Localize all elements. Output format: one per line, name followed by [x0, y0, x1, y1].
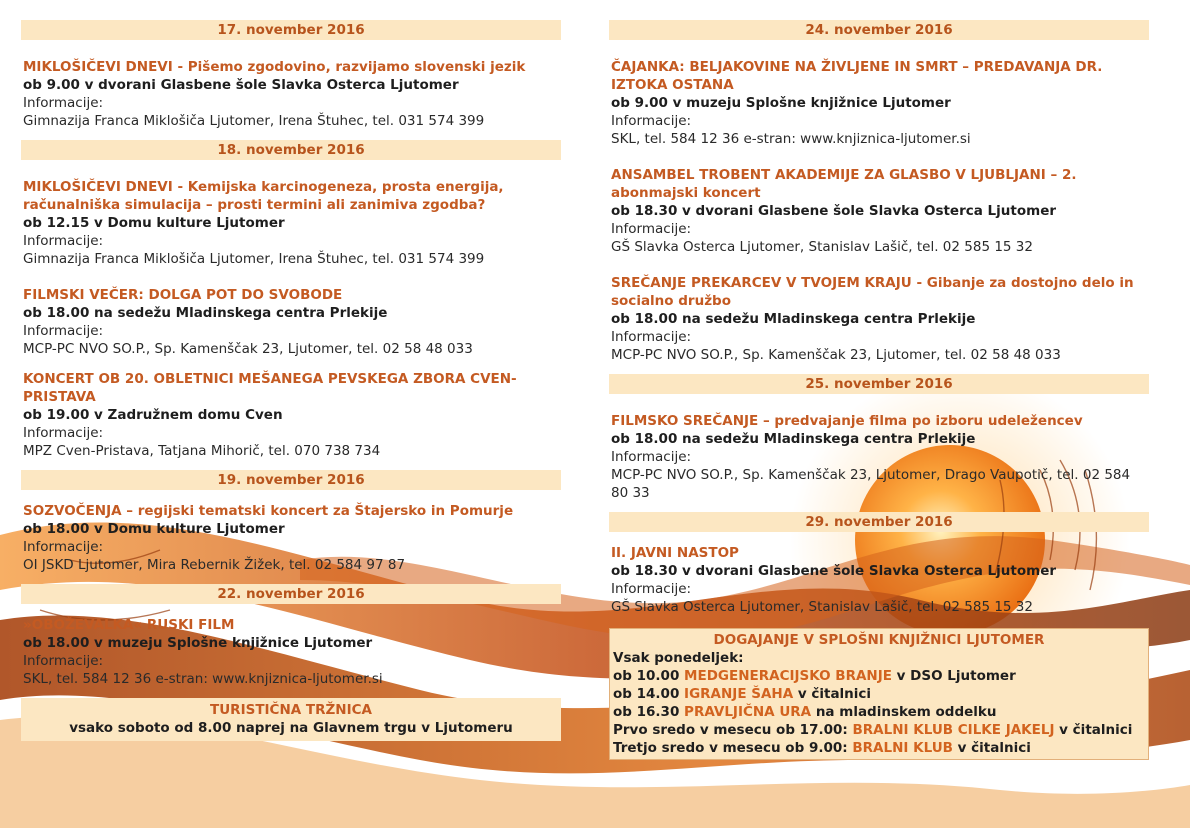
- event: [21, 490, 561, 574]
- left-column: [21, 20, 561, 741]
- event: [21, 268, 561, 358]
- event-title: MIKLOŠIČEVI DNEVI - Pišemo zgodovino, razvijamo slovenski jezik: [23, 59, 526, 75]
- info-label: Informacije:: [611, 113, 692, 129]
- event-title: SOZVOČENJA – regijski tematski koncert za Štajersko in Pomurje: [23, 503, 514, 519]
- info-label: Informacije:: [23, 95, 104, 111]
- date-header: 17. november 2016: [21, 20, 561, 40]
- market-text: vsako soboto od 8.00 naprej na Glavnem trgu v Ljutomeru: [69, 720, 513, 736]
- info-contact: MCP-PC NVO SO.P., Sp. Kamenščak 23, Ljutomer, tel. 02 58 48 033: [23, 341, 473, 357]
- info-label: Informacije:: [23, 425, 104, 441]
- info-label: Informacije:: [611, 581, 692, 597]
- date-header: 29. november 2016: [609, 512, 1149, 532]
- event-title: II. JAVNI NASTOP: [611, 545, 739, 561]
- library-item-event: IGRANJE ŠAHA: [684, 686, 794, 702]
- info-label: Informacije:: [23, 323, 104, 339]
- info-label: Informacije:: [23, 653, 104, 669]
- library-item-event: BRALNI KLUB CILKE JAKELJ: [852, 722, 1055, 738]
- library-item-event: PRAVLJIČNA URA: [684, 704, 812, 720]
- event-time-place: ob 19.00 v Zadružnem domu Cven: [23, 407, 283, 423]
- event-time-place: ob 18.30 v dvorani Glasbene šole Slavka Osterca Ljutomer: [611, 203, 1057, 219]
- event-title: SREČANJE PREKARCEV V TVOJEM KRAJU - Gibanje za dostojno delo in socialno družbo: [611, 275, 1134, 309]
- event: [609, 40, 1149, 148]
- info-contact: MCP-PC NVO SO.P., Sp. Kamenščak 23, Ljutomer, Drago Vaupotič, tel. 02 584 80 33: [611, 467, 1131, 501]
- library-item-time: Prvo sredo v mesecu ob 17.00:: [613, 722, 853, 738]
- event-title: FILMSKI VEČER: DOLGA POT DO SVOBODE: [23, 287, 343, 303]
- library-item: [613, 739, 1145, 757]
- event: [21, 358, 561, 460]
- date-header: 19. november 2016: [21, 470, 561, 490]
- library-item-event: BRALNI KLUB: [852, 740, 953, 756]
- library-item-place: v čitalnici: [952, 740, 1031, 756]
- event-time-place: ob 18.00 na sedežu Mladinskega centra Prlekije: [23, 305, 388, 321]
- event: [21, 604, 561, 688]
- info-label: Informacije:: [23, 539, 104, 555]
- event-time-place: ob 9.00 v dvorani Glasbene šole Slavka Osterca Ljutomer: [23, 77, 459, 93]
- event-title: KONCERT OB 20. OBLETNICI MEŠANEGA PEVSKEGA ZBORA CVEN-PRISTAVA: [23, 371, 517, 405]
- market-title: TURISTIČNA TRŽNICA: [210, 702, 372, 718]
- info-label: Informacije:: [611, 449, 692, 465]
- event-title: MIKLOŠIČEVI DNEVI - Kemijska karcinogeneza, prosta energija, računalniška simulacija – prosti termini ali zanimiva zgodba?: [23, 179, 504, 213]
- info-contact: OI JSKD Ljutomer, Mira Rebernik Žižek, tel. 02 584 97 87: [23, 557, 406, 573]
- info-contact: MCP-PC NVO SO.P., Sp. Kamenščak 23, Ljutomer, tel. 02 58 48 033: [611, 347, 1061, 363]
- event-title: »OBOŽEVALKA« RUSKI FILM: [23, 617, 235, 633]
- date-header: 25. november 2016: [609, 374, 1149, 394]
- info-contact: GŠ Slavka Osterca Ljutomer, Stanislav Lašič, tel. 02 585 15 32: [611, 599, 1033, 615]
- event-time-place: ob 9.00 v muzeju Splošne knjižnice Ljutomer: [611, 95, 951, 111]
- date-header: 24. november 2016: [609, 20, 1149, 40]
- event-time-place: ob 18.00 v Domu kulture Ljutomer: [23, 521, 285, 537]
- event-time-place: ob 18.00 v muzeju Splošne knjižnice Ljutomer: [23, 635, 373, 651]
- library-item-place: v DSO Ljutomer: [891, 668, 1016, 684]
- event: [21, 160, 561, 268]
- library-item-time: Tretjo sredo v mesecu ob 9.00:: [613, 740, 853, 756]
- info-contact: MPZ Cven-Pristava, Tatjana Mihorič, tel. 070 738 734: [23, 443, 381, 459]
- library-item-place: v čitalnici: [793, 686, 872, 702]
- library-item: [613, 703, 1145, 721]
- event-title: FILMSKO SREČANJE – predvajanje filma po izboru udeležencev: [611, 413, 1083, 429]
- event: [609, 532, 1149, 616]
- event-title: ČAJANKA: BELJAKOVINE NA ŽIVLJENE IN SMRT – PREDAVANJA DR. IZTOKA OSTANA: [611, 59, 1103, 93]
- event: [21, 40, 561, 130]
- date-header: 22. november 2016: [21, 584, 561, 604]
- library-item-time: ob 10.00: [613, 668, 685, 684]
- info-contact: SKL, tel. 584 12 36 e-stran: www.knjiznica-ljutomer.si: [611, 131, 971, 147]
- library-item-time: ob 16.30: [613, 704, 685, 720]
- library-item: [613, 721, 1145, 739]
- library-item-place: v čitalnici: [1054, 722, 1133, 738]
- library-box: [609, 628, 1149, 760]
- event-time-place: ob 12.15 v Domu kulture Ljutomer: [23, 215, 285, 231]
- event-title: ANSAMBEL TROBENT AKADEMIJE ZA GLASBO V LJUBLJANI – 2. abonmajski koncert: [611, 167, 1077, 201]
- library-item-time: ob 14.00: [613, 686, 685, 702]
- info-contact: SKL, tel. 584 12 36 e-stran: www.knjiznica-ljutomer.si: [23, 671, 383, 687]
- event: [609, 148, 1149, 256]
- info-contact: Gimnazija Franca Miklošiča Ljutomer, Irena Štuhec, tel. 031 574 399: [23, 113, 485, 129]
- event-time-place: ob 18.00 na sedežu Mladinskega centra Prlekije: [611, 431, 976, 447]
- library-item-place: na mladinskem oddelku: [811, 704, 997, 720]
- library-intro: Vsak ponedeljek:: [613, 650, 744, 666]
- info-label: Informacije:: [611, 221, 692, 237]
- date-header: 18. november 2016: [21, 140, 561, 160]
- info-contact: Gimnazija Franca Miklošiča Ljutomer, Irena Štuhec, tel. 031 574 399: [23, 251, 485, 267]
- library-title: DOGAJANJE V SPLOŠNI KNJIŽNICI LJUTOMER: [713, 632, 1045, 648]
- right-column: [609, 20, 1149, 760]
- market-box: [21, 698, 561, 741]
- event: [609, 394, 1149, 502]
- library-item: [613, 667, 1145, 685]
- library-item-event: MEDGENERACIJSKO BRANJE: [684, 668, 892, 684]
- info-contact: GŠ Slavka Osterca Ljutomer, Stanislav Lašič, tel. 02 585 15 32: [611, 239, 1033, 255]
- info-label: Informacije:: [23, 233, 104, 249]
- info-label: Informacije:: [611, 329, 692, 345]
- library-item: [613, 685, 1145, 703]
- event-time-place: ob 18.00 na sedežu Mladinskega centra Prlekije: [611, 311, 976, 327]
- event: [609, 256, 1149, 364]
- event-time-place: ob 18.30 v dvorani Glasbene šole Slavka Osterca Ljutomer: [611, 563, 1057, 579]
